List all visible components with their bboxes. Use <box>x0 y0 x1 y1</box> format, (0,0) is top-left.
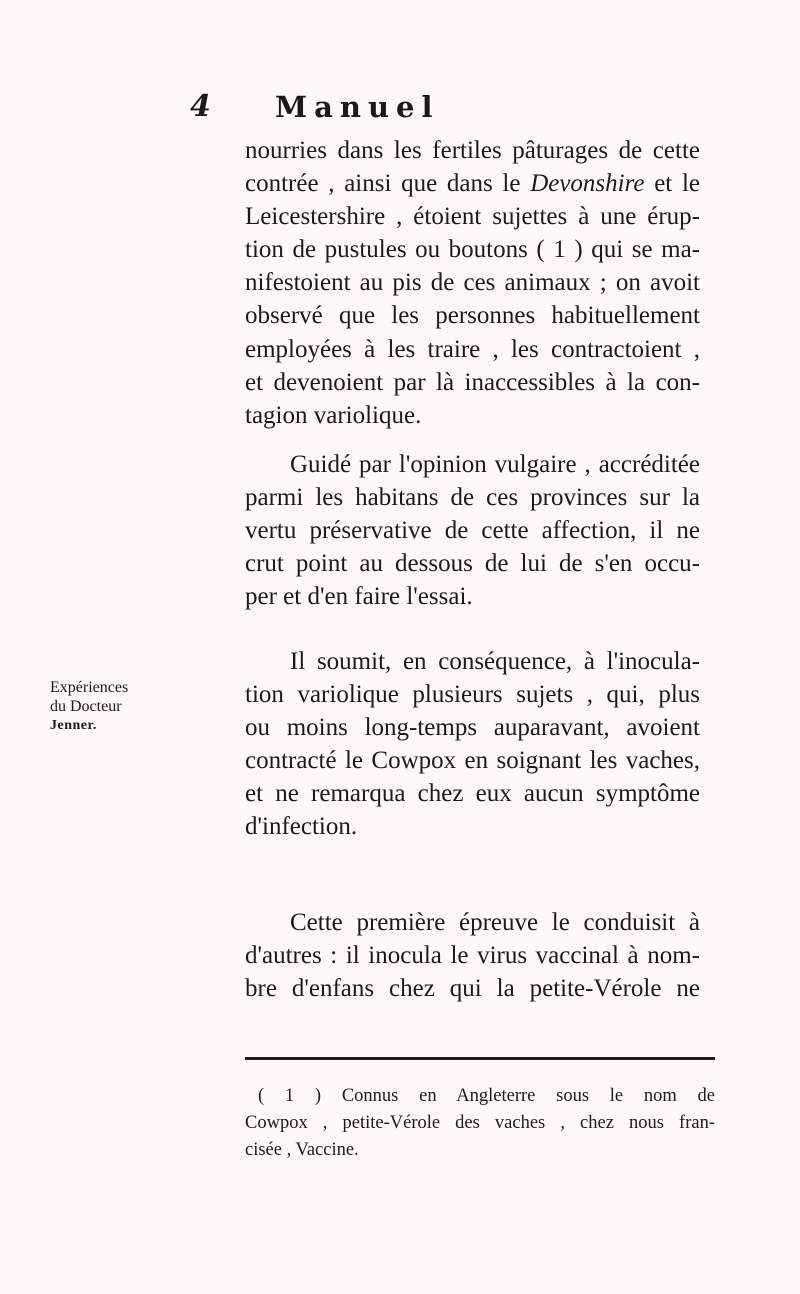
footnote-line: cisée , Vaccine. <box>245 1140 359 1160</box>
margin-note-line: du Docteur <box>50 698 122 715</box>
text-line: per et d'en faire l'essai. <box>245 583 473 611</box>
margin-note-line: Jenner. <box>50 718 97 733</box>
text-line: bre d'enfans chez qui la petite-Vérole ne <box>245 975 700 1003</box>
text-segment: contrée , ainsi que dans le <box>245 170 521 198</box>
text-line: ou moins long-temps auparavant, avoient <box>245 714 700 742</box>
text-line: d'autres : il inocula le virus vaccinal à nom- <box>245 942 700 970</box>
text-line: Leicestershire , étoient sujettes à une érup- <box>245 203 700 231</box>
paragraph-2 <box>245 448 700 613</box>
text-line: Il soumit, en conséquence, à l'inocula- <box>290 648 700 675</box>
text-line: contracté le Cowpox en soignant les vaches, <box>245 747 700 775</box>
text-line: tagion variolique. <box>245 401 422 429</box>
paragraph-4 <box>245 906 700 1005</box>
text-line: Cette première épreuve le conduisit à <box>290 909 700 936</box>
text-line: tion variolique plusieurs sujets , qui, plus <box>245 681 700 709</box>
text-line: d'infection. <box>245 813 358 841</box>
text-line: employées à les traire , les contractoient , <box>245 335 700 363</box>
text-line: tion de pustules ou boutons ( 1 ) qui se ma- <box>245 236 700 264</box>
text-line: nourries dans les fertiles pâturages de cette <box>245 137 700 164</box>
italic-place-name: Devonshire <box>530 170 645 198</box>
text-line: Guidé par l'opinion vulgaire , accréditée <box>290 451 700 478</box>
page-header <box>190 89 610 132</box>
text-line: et devenoient par là inaccessibles à la con- <box>245 368 700 396</box>
footnote-line: Cowpox , petite-Vérole des vaches , chez nous fran- <box>245 1113 715 1133</box>
footnote-line: ( 1 ) Connus en Angleterre sous le nom de <box>258 1086 715 1106</box>
text-line: observé que les personnes habituellement <box>245 302 700 330</box>
paragraph-3 <box>245 645 700 844</box>
footnote <box>245 1083 715 1164</box>
text-line: vertu préservative de cette affection, il ne <box>245 517 700 545</box>
text-segment: et le <box>644 170 700 198</box>
margin-note-line: Expériences <box>50 679 129 696</box>
text-line: parmi les habitans de ces provinces sur la <box>245 484 700 512</box>
text-line: et ne remarqua chez eux aucun symptôme <box>245 780 700 808</box>
footnote-divider <box>245 1057 715 1060</box>
text-line: crut point au dessous de lui de s'en occu- <box>245 550 700 578</box>
margin-note <box>50 678 165 735</box>
text-line: nifestoient au pis de ces animaux ; on avoit <box>245 269 700 297</box>
text-line <box>245 167 700 200</box>
running-title: Manuel <box>275 90 440 124</box>
page-number: 4 <box>190 89 211 124</box>
paragraph-1 <box>245 134 700 432</box>
